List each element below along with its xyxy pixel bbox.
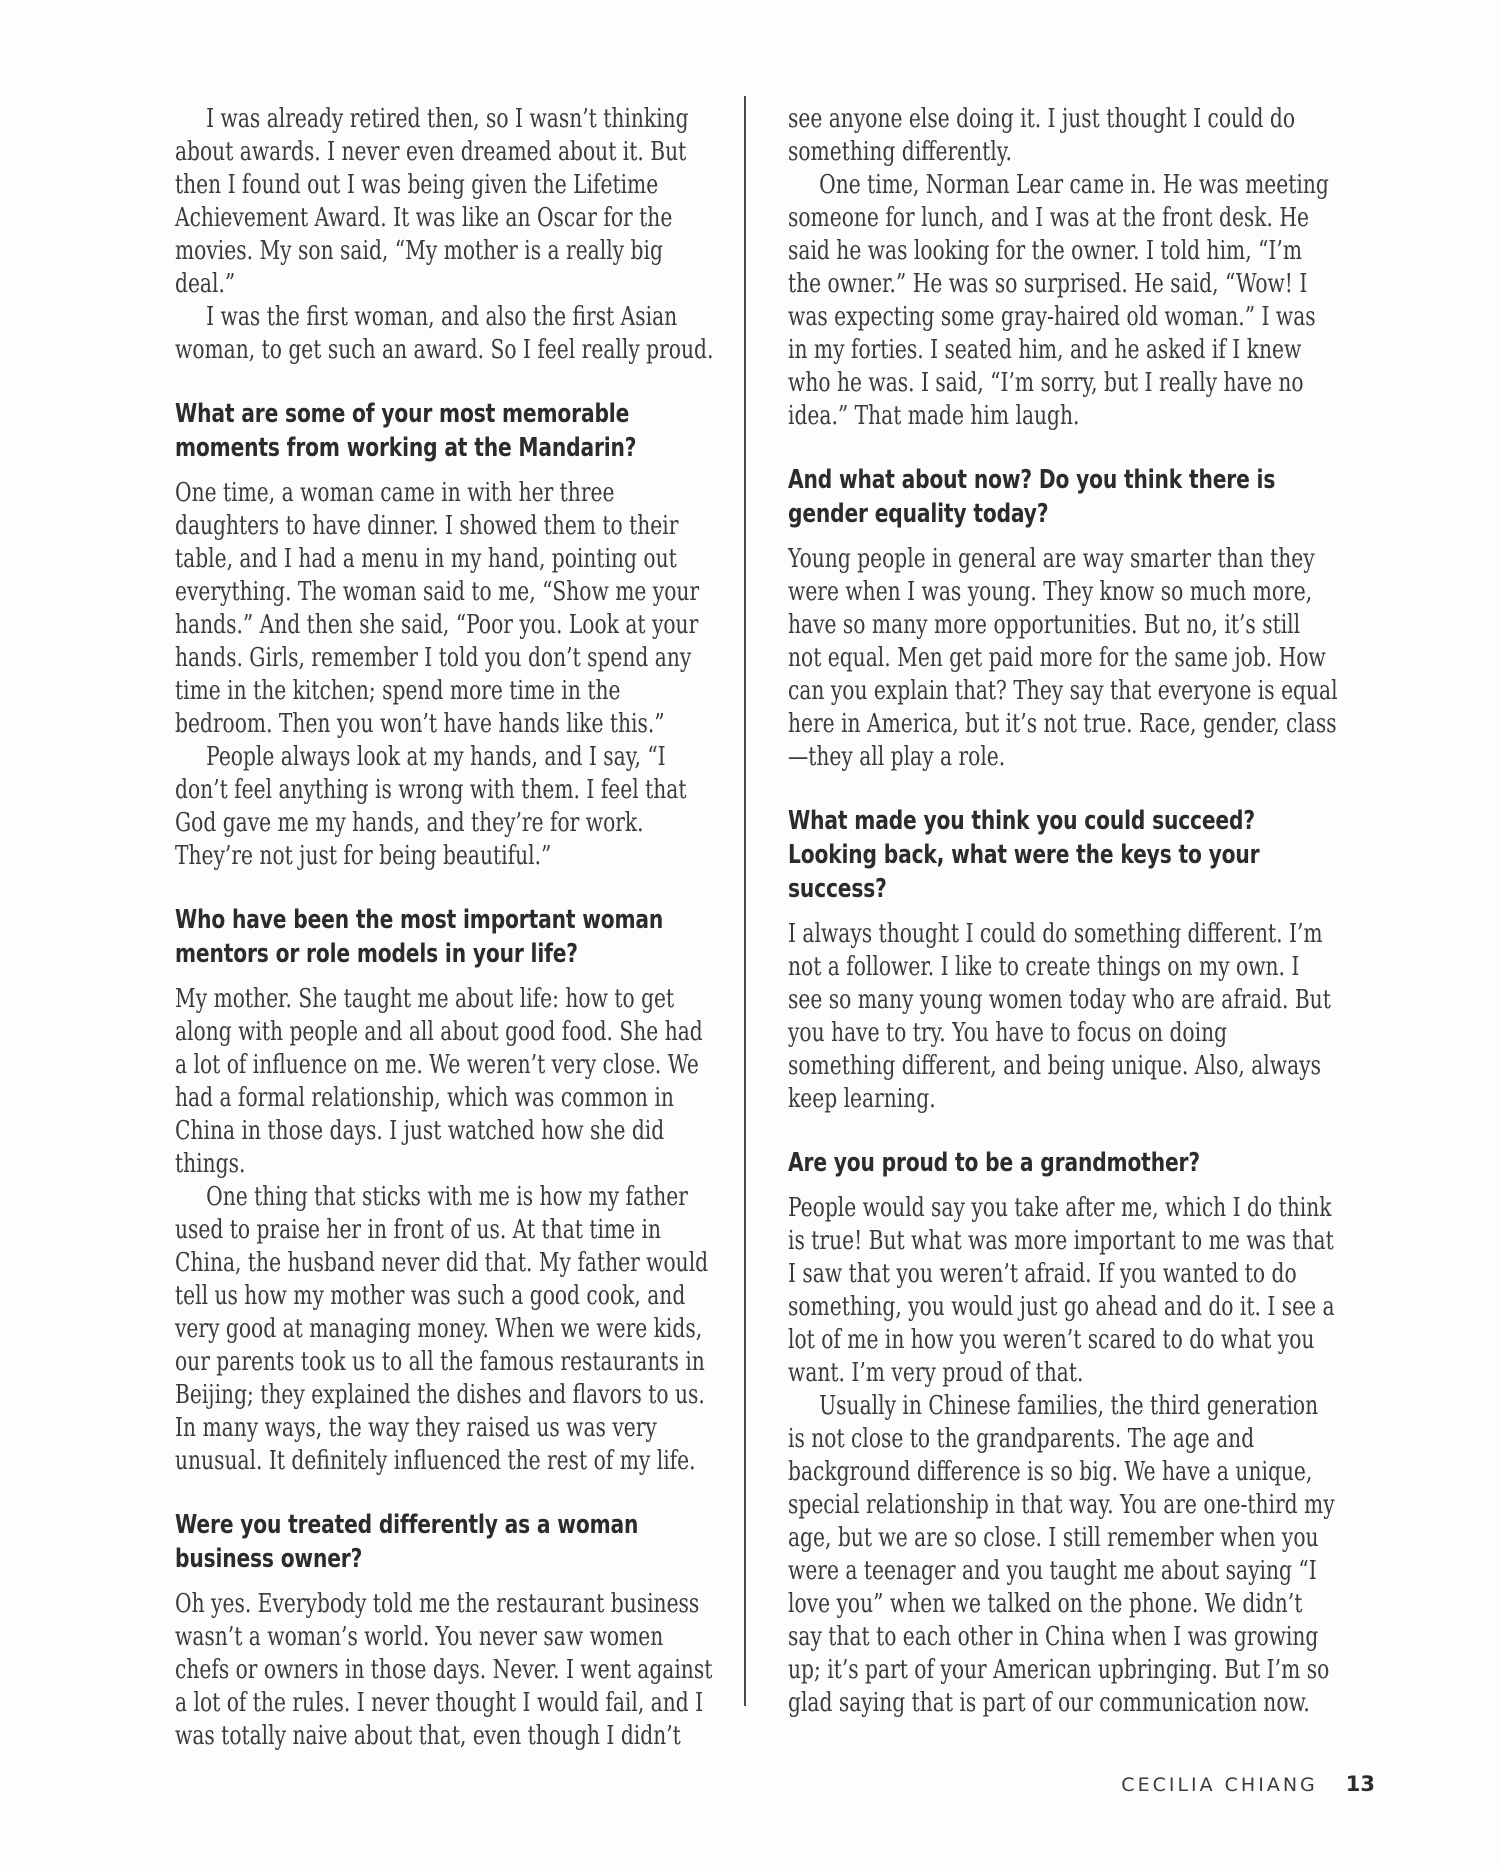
question-heading: And what about now? Do you think there is gender equality today? [788, 465, 1276, 529]
answer-paragraph: I always thought I could do something different. I’m not a follower. I like to create things on my own. I see so many young women today who are afraid. But you have to try. You have to focus on doing something different, and being unique. Also, always keep learning. [788, 919, 1331, 1114]
answer-paragraph: Usually in Chinese families, the third generation is not close to the grandparents. The age and background difference is so big. We have a unique, special relationship in that way. You are one-third my age, but we are so close. I still remember when you were a teenager and you taught me about saying “I love you” when we talked on the phone. We didn’t say that to each other in China when I was growing up; it’s part of your American upbringing. But I’m so glad saying that is part of our communication now. [788, 1391, 1335, 1718]
answer-paragraph: Oh yes. Everybody told me the restaurant business wasn’t a woman’s world. You never saw women chefs or owners in those days. Never. I went against a lot of the rules. I never thought I would fail, and I was totally naive about that, even though I didn’t [175, 1589, 713, 1751]
question-heading: Who have been the most important woman mentors or role models in your life? [175, 905, 664, 969]
answer-paragraph: I was the first woman, and also the first Asian woman, to get such an award. So I feel really proud. [175, 302, 714, 365]
right-column [788, 103, 1338, 1720]
question-heading: Are you proud to be a grandmother? [788, 1148, 1200, 1178]
running-footer-author: CECILIA CHIANG [1121, 1774, 1318, 1796]
answer-paragraph: People always look at my hands, and I say, “I don’t feel anything is wrong with them. I feel that God gave me my hands, and they’re for work. They’re not just for being beautiful.” [175, 742, 687, 871]
question-heading: Were you treated differently as a woman business owner? [175, 1510, 639, 1574]
page-footer [1121, 1772, 1375, 1796]
question-heading: What made you think you could succeed? Looking back, what were the keys to your success? [788, 806, 1260, 904]
answer-paragraph: Young people in general are way smarter than they were when I was young. They know so much more, have so many more opportunities. But no, it’s still not equal. Men get paid more for the same job. How can you explain that? They say that everyone is equal here in America, but it’s not true. Race, gender, class—they all play a role. [788, 544, 1338, 772]
question-heading: What are some of your most memorable moments from working at the Mandarin? [175, 399, 637, 463]
answer-paragraph: see anyone else doing it. I just thought I could do something differently. [788, 104, 1296, 167]
answer-paragraph: I was already retired then, so I wasn’t thinking about awards. I never even dreamed about it. But then I found out I was being given the Lifetime Achievement Award. It was like an Oscar for the movies. My son said, “My mother is a really big deal.” [175, 104, 689, 299]
answer-paragraph: People would say you take after me, which I do think is true! But what was more important to me was that I saw that you weren’t afraid. If you wanted to do something, you would just go ahead and do it. I see a lot of me in how you weren’t scared to do what you want. I’m very proud of that. [788, 1193, 1335, 1388]
column-divider-rule [744, 96, 746, 1706]
answer-paragraph: One thing that sticks with me is how my father used to praise her in front of us. At that time in China, the husband never did that. My father would tell us how my mother was such a good cook, and very good at managing money. When we were kids, our parents took us to all the famous restaurants in Beijing; they explained the dishes and flavors to us. In many ways, the way they raised us was very unusual. It definitely influenced the rest of my life. [175, 1182, 709, 1476]
left-column [175, 103, 716, 1753]
answer-paragraph: One time, a woman came in with her three daughters to have dinner. I showed them to their table, and I had a menu in my hand, pointing out everything. The woman said to me, “Show me your hands.” And then she said, “Poor you. Look at your hands. Girls, remember I told you don’t spend any time in the kitchen; spend more time in the bedroom. Then you won’t have hands like this.” [175, 478, 700, 739]
page-number: 13 [1345, 1772, 1375, 1796]
answer-paragraph: One time, Norman Lear came in. He was meeting someone for lunch, and I was at the front desk. He said he was looking for the owner. I told him, “I’m the owner.” He was so surprised. He said, “Wow! I was expecting some gray-haired old woman.” I was in my forties. I seated him, and he asked if I knew who he was. I said, “I’m sorry, but I really have no idea.” That made him laugh. [788, 170, 1329, 431]
answer-paragraph: My mother. She taught me about life: how to get along with people and all about good food. She had a lot of influence on me. We weren’t very close. We had a formal relationship, which was common in China in those days. I just watched how she did things. [175, 984, 703, 1179]
